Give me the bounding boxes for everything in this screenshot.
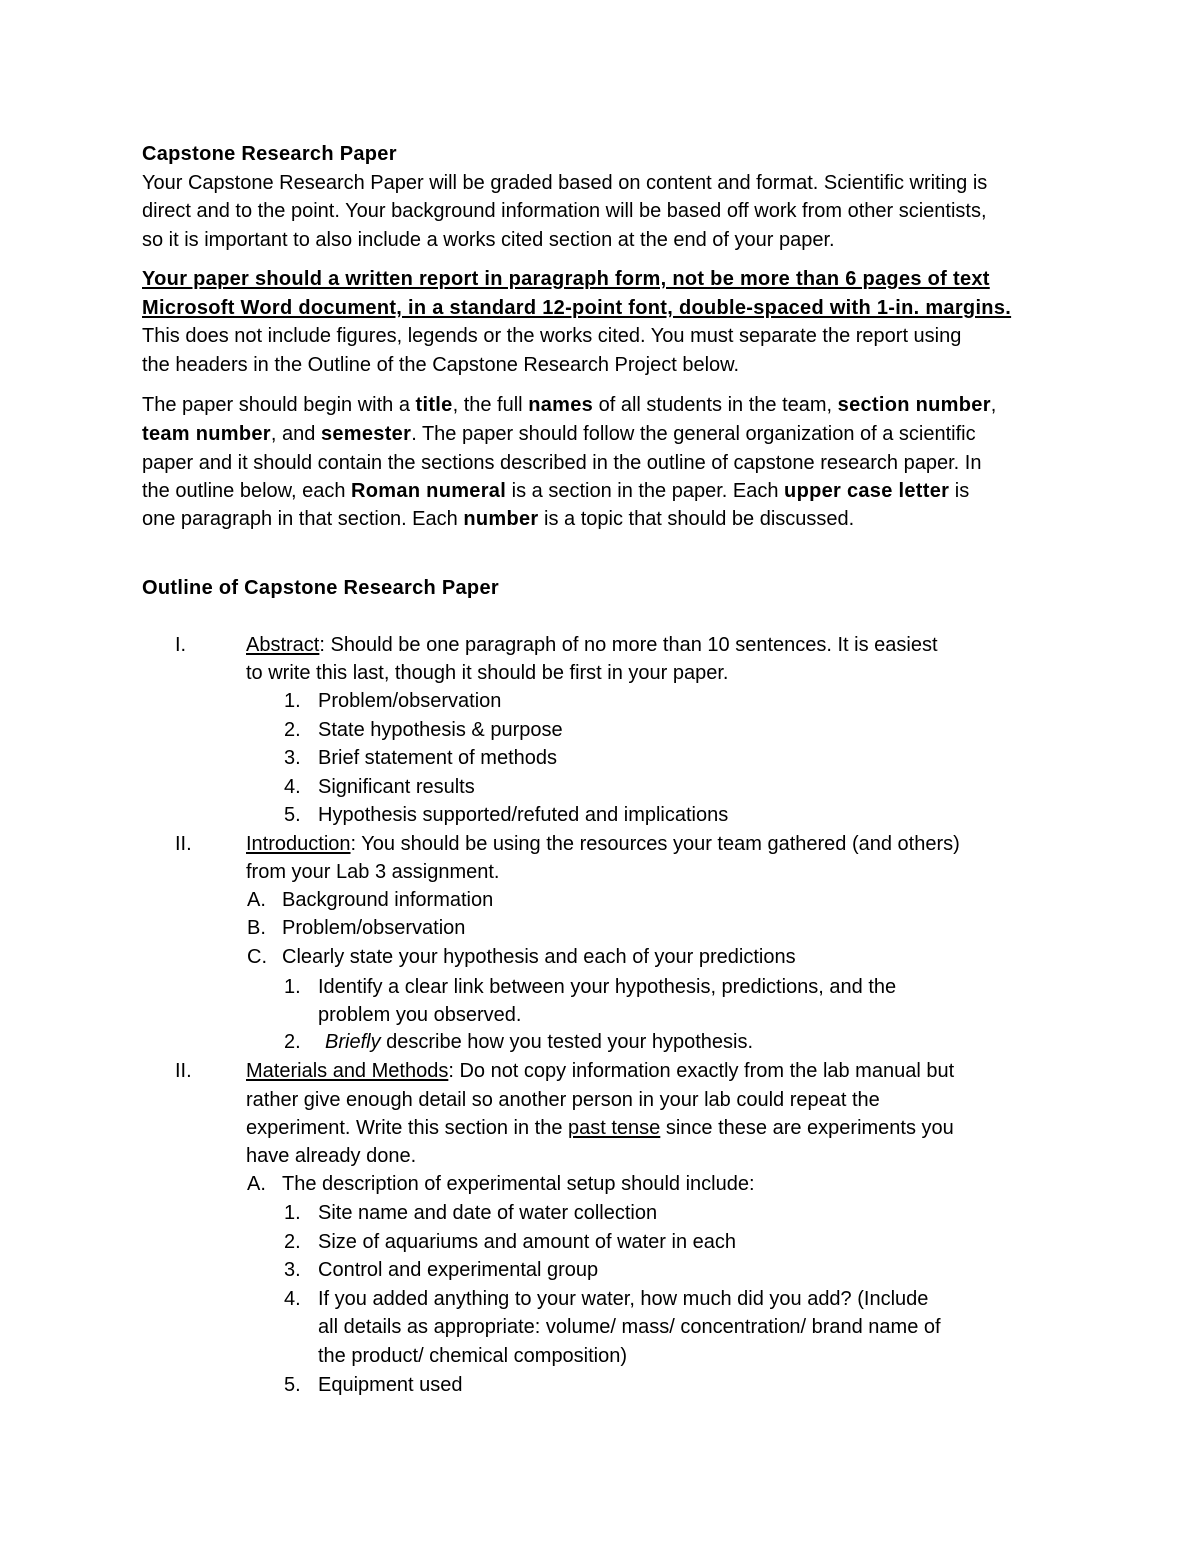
- list-item: Background information: [282, 889, 494, 911]
- list-item: Significant results: [318, 776, 475, 798]
- list-item: Problem/observation: [318, 690, 502, 712]
- section-numeral-introduction: II.: [175, 833, 192, 855]
- intro-line-3: so it is important to also include a works cited section at the end of your paper.: [142, 229, 835, 251]
- list-item-continued: all details as appropriate: volume/ mass/ concentration/ brand name of: [318, 1316, 941, 1338]
- section-numeral-abstract: I.: [175, 634, 187, 656]
- list-item: Problem/observation: [282, 917, 466, 939]
- list-number: 2.: [284, 719, 301, 741]
- introduction-line-2: from your Lab 3 assignment.: [246, 861, 500, 883]
- organization-line-5: one paragraph in that section. Each number is a topic that should be discussed.: [142, 508, 855, 530]
- list-number: 2.: [284, 1031, 301, 1053]
- list-letter: A.: [247, 889, 266, 911]
- list-item: Equipment used: [318, 1374, 463, 1396]
- list-item-continued: the product/ chemical composition): [318, 1345, 628, 1367]
- list-number: 5.: [284, 804, 301, 826]
- methods-line-1: Materials and Methods: Do not copy information exactly from the lab manual but: [246, 1060, 955, 1082]
- requirement-line-2: Microsoft Word document, in a standard 12-point font, double-spaced with 1-in. margins.: [142, 297, 1012, 319]
- organization-line-1: The paper should begin with a title, the full names of all students in the team, section number,: [142, 394, 997, 416]
- list-number: 2.: [284, 1231, 301, 1253]
- list-item: Hypothesis supported/refuted and implications: [318, 804, 729, 826]
- methods-line-2: rather give enough detail so another person in your lab could repeat the: [246, 1089, 880, 1111]
- abstract-line-2: to write this last, though it should be first in your paper.: [246, 662, 729, 684]
- list-number: 1.: [284, 1202, 301, 1224]
- list-number: 4.: [284, 1288, 301, 1310]
- list-item: Brief statement of methods: [318, 747, 558, 769]
- page-title: Capstone Research Paper: [142, 143, 397, 165]
- list-number: 5.: [284, 1374, 301, 1396]
- abstract-line-1: Abstract: Should be one paragraph of no more than 10 sentences. It is easiest: [246, 634, 938, 656]
- list-item: Clearly state your hypothesis and each of your predictions: [282, 946, 796, 968]
- list-item: The description of experimental setup should include:: [282, 1173, 755, 1195]
- list-item: Size of aquariums and amount of water in each: [318, 1231, 737, 1253]
- methods-line-4: have already done.: [246, 1145, 417, 1167]
- section-numeral-methods: II.: [175, 1060, 192, 1082]
- list-number: 3.: [284, 747, 301, 769]
- list-item: Site name and date of water collection: [318, 1202, 658, 1224]
- list-letter: A.: [247, 1173, 266, 1195]
- list-item-continued: problem you observed.: [318, 1004, 522, 1026]
- list-item: Identify a clear link between your hypothesis, predictions, and the: [318, 976, 897, 998]
- list-letter: B.: [247, 917, 266, 939]
- organization-line-3: paper and it should contain the sections described in the outline of capstone research paper. In: [142, 452, 982, 474]
- list-item: State hypothesis & purpose: [318, 719, 563, 741]
- introduction-line-1: Introduction: You should be using the resources your team gathered (and others): [246, 833, 960, 855]
- intro-line-2: direct and to the point. Your background information will be based off work from other scientists,: [142, 200, 987, 222]
- methods-line-3: experiment. Write this section in the past tense since these are experiments you: [246, 1117, 954, 1139]
- list-item: Control and experimental group: [318, 1259, 599, 1281]
- requirement-line-1: Your paper should a written report in paragraph form, not be more than 6 pages of text: [142, 268, 990, 290]
- list-number: 4.: [284, 776, 301, 798]
- organization-line-4: the outline below, each Roman numeral is a section in the paper. Each upper case letter is: [142, 480, 970, 502]
- list-number: 1.: [284, 976, 301, 998]
- requirement-line-4: the headers in the Outline of the Capstone Research Project below.: [142, 354, 740, 376]
- list-item: Briefly describe how you tested your hypothesis.: [325, 1031, 754, 1053]
- list-letter: C.: [247, 946, 267, 968]
- outline-title: Outline of Capstone Research Paper: [142, 577, 499, 599]
- list-number: 1.: [284, 690, 301, 712]
- organization-line-2: team number, and semester. The paper should follow the general organization of a scientific: [142, 423, 976, 445]
- list-number: 3.: [284, 1259, 301, 1281]
- requirement-line-3: This does not include figures, legends or the works cited. You must separate the report using: [142, 325, 962, 347]
- intro-line-1: Your Capstone Research Paper will be graded based on content and format. Scientific writing is: [142, 172, 988, 194]
- list-item: If you added anything to your water, how much did you add? (Include: [318, 1288, 929, 1310]
